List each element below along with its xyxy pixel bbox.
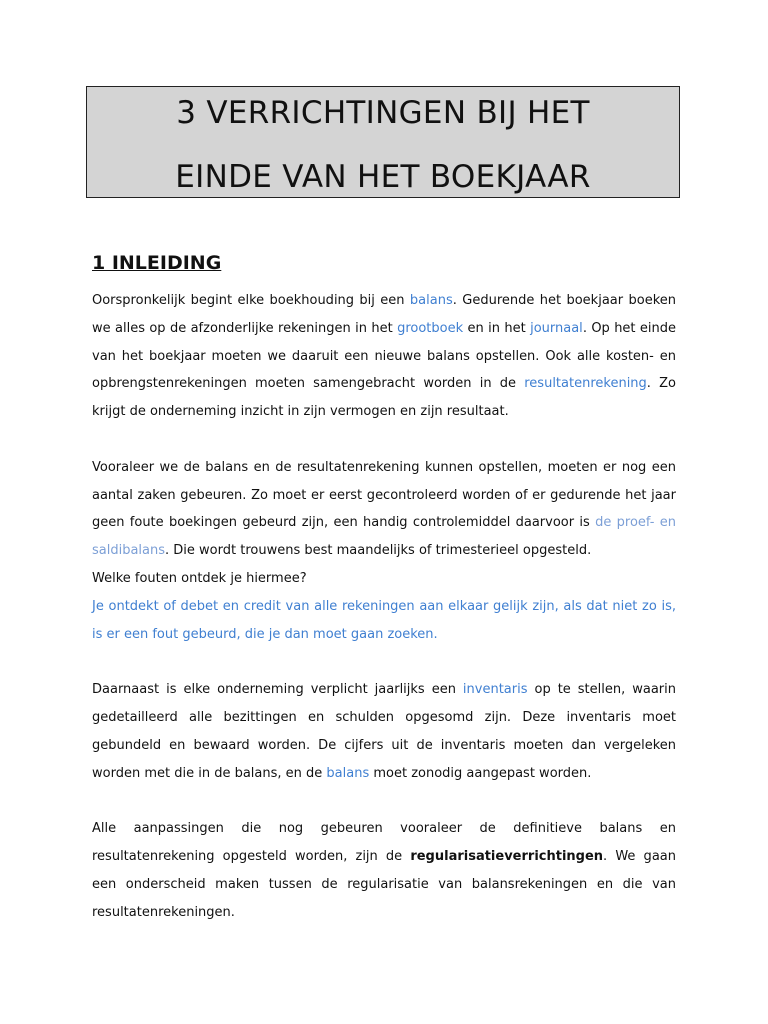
answer: Je ontdekt of debet en credit van alle rekeningen aan elkaar gelijk zijn, als dat niet zo is, is er een fout gebeurd, die je dan moet gaan zoeken. [92, 598, 676, 642]
title-line-2: EINDE VAN HET BOEKJAAR [175, 159, 591, 195]
paragraph-regularisatie [92, 815, 676, 926]
text: . We gaan een onderscheid maken tussen de regularisatie van balansrekeningen en die van resultatenrekeningen. [92, 848, 676, 920]
text: Vooraleer we de balans en de resultatenrekening kunnen opstellen, moeten er nog een aantal zaken gebeuren. Zo moet er eerst gecontroleerd worden of er gedurende het jaar geen foute boekingen gebeurd zijn, een handig controlemiddel daarvoor is [92, 459, 676, 531]
title-line-1: 3 VERRICHTINGEN BIJ HET [176, 95, 590, 131]
text: op te stellen, waarin gedetailleerd alle bezittingen en schulden opgesomd zijn. Deze inventaris moet gebundeld en bewaard worden. De cijfers uit de inventaris moeten dan vergeleken worden met die in de balans, en de [92, 682, 676, 781]
document-body [92, 287, 676, 926]
term-grootboek: grootboek [397, 320, 464, 336]
paragraph-controle [92, 454, 676, 565]
question: Welke fouten ontdek je hiermee? [92, 570, 307, 586]
text: en in het [463, 320, 531, 336]
term-balans-2: balans [326, 765, 370, 781]
paragraph-intro [92, 287, 676, 426]
text: Daarnaast is elke onderneming verplicht jaarlijks een [92, 682, 463, 698]
term-resultatenrekening: resultatenrekening [524, 376, 647, 392]
title-box [86, 86, 680, 198]
text: . Zo krijgt de onderneming inzicht in zijn vermogen en zijn resultaat. [92, 376, 676, 420]
term-journaal: journaal [530, 320, 583, 336]
text: Oorspronkelijk begint elke boekhouding bij een [92, 293, 410, 308]
text: . Op het einde van het boekjaar moeten we daaruit een nieuwe balans opstellen. Ook alle kosten- en opbrengstenrekeningen moeten samengebracht worden in de [92, 320, 677, 392]
text: Alle aanpassingen die nog gebeuren vooraleer de definitieve balans en resultatenrekening opgesteld worden, zijn de [92, 821, 676, 864]
text: . Gedurende het boekjaar boeken we alles op de afzonderlijke rekeningen in het [92, 293, 676, 336]
section-heading: 1 INLEIDING [92, 252, 222, 274]
paragraph-inventaris [92, 676, 676, 787]
term-regularisatieverrichtingen: regularisatieverrichtingen [410, 848, 604, 864]
term-proef-en-saldibalans: de proef- en saldibalans [92, 515, 676, 559]
text: moet zonodig aangepast worden. [369, 765, 592, 781]
text: . Die wordt trouwens best maandelijks of trimesterieel opgesteld. [165, 543, 592, 559]
term-balans: balans [409, 293, 453, 308]
term-inventaris: inventaris [462, 682, 528, 698]
